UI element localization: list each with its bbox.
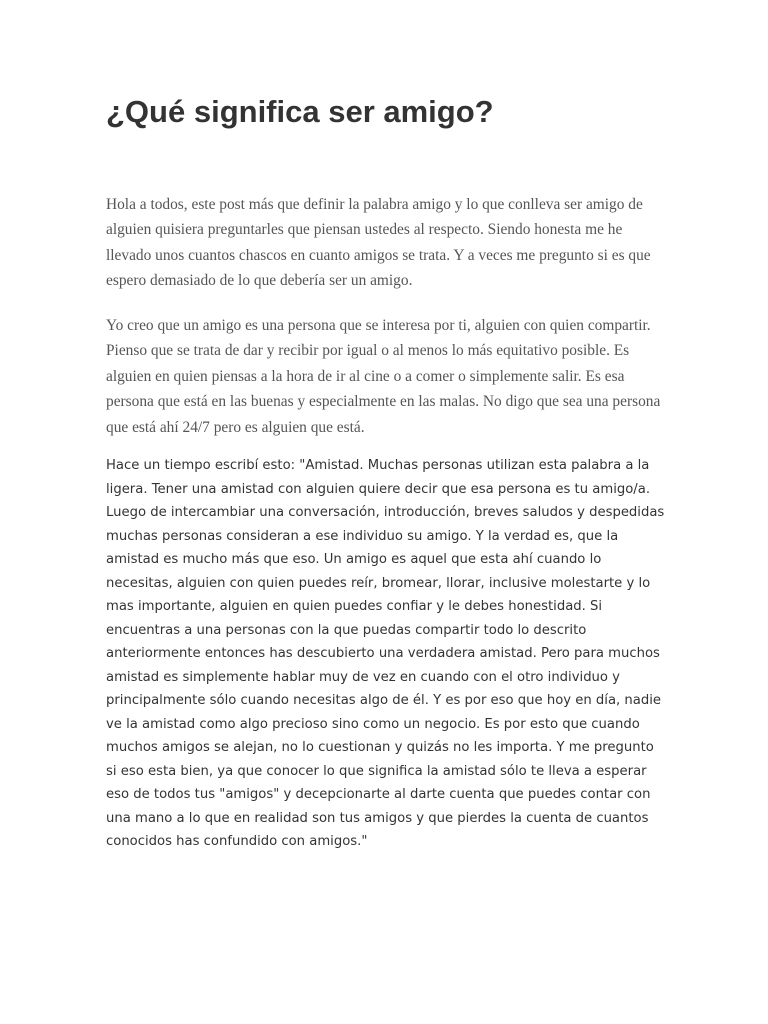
- paragraph-quote: Hace un tiempo escribí esto: "Amistad. Muchas personas utilizan esta palabra a la ligera. Tener una amistad con alguien quiere decir que esa persona es tu amigo/a. Luego de intercambiar una conversación, introducción, breves saludos y despedidas muchas personas consideran a ese individuo su amigo. Y la verdad es, que la amistad es mucho más que eso. Un amigo es aquel que esta ahí cuando lo necesitas, alguien con quien puedes reír, bromear, llorar, inclusive molestarte y lo mas importante, alguien en quien puedes confiar y le debes honestidad. Si encuentras a una personas con la que puedas compartir todo lo descrito anteriormente entonces has descubierto una verdadera amistad. Pero para muchos amistad es simplemente hablar muy de vez en cuando con el otro individuo y principalmente sólo cuando necesitas algo de él. Y es por eso que hoy en día, nadie ve la amistad como algo precioso sino como un negocio. Es por esto que cuando muchos amigos se alejan, no lo cuestionan y quizás no les importa. Y me pregunto si eso esta bien, ya que conocer lo que significa la amistad sólo te lleva a esperar eso de todos tus "amigos" y decepcionarte al darte cuenta que puedes contar con una mano a lo que en realidad son tus amigos y que pierdes la cuenta de cuantos conocidos has confundido con amigos.": [106, 458, 665, 849]
- page-title: ¿Qué significa ser amigo?: [106, 94, 494, 129]
- paragraph-intro: Hola a todos, este post más que definir la palabra amigo y lo que conlleva ser amigo de alguien quisiera preguntarles que piensan ustedes al respecto. Siendo honesta me he llevado unos cuantos chascos en cuanto amigos se trata. Y a veces me pregunto si es que espero demasiado de lo que debería ser un amigo.: [106, 196, 651, 290]
- paragraph-definition: Yo creo que un amigo es una persona que se interesa por ti, alguien con quien compartir. Pienso que se trata de dar y recibir por igual o al menos lo más equitativo posible. Es alguien en quien piensas a la hora de ir al cine o a comer o simplemente salir. Es esa persona que está en las buenas y especialmente en las malas. No digo que sea una persona que está ahí 24/7 pero es alguien que está.: [106, 317, 661, 436]
